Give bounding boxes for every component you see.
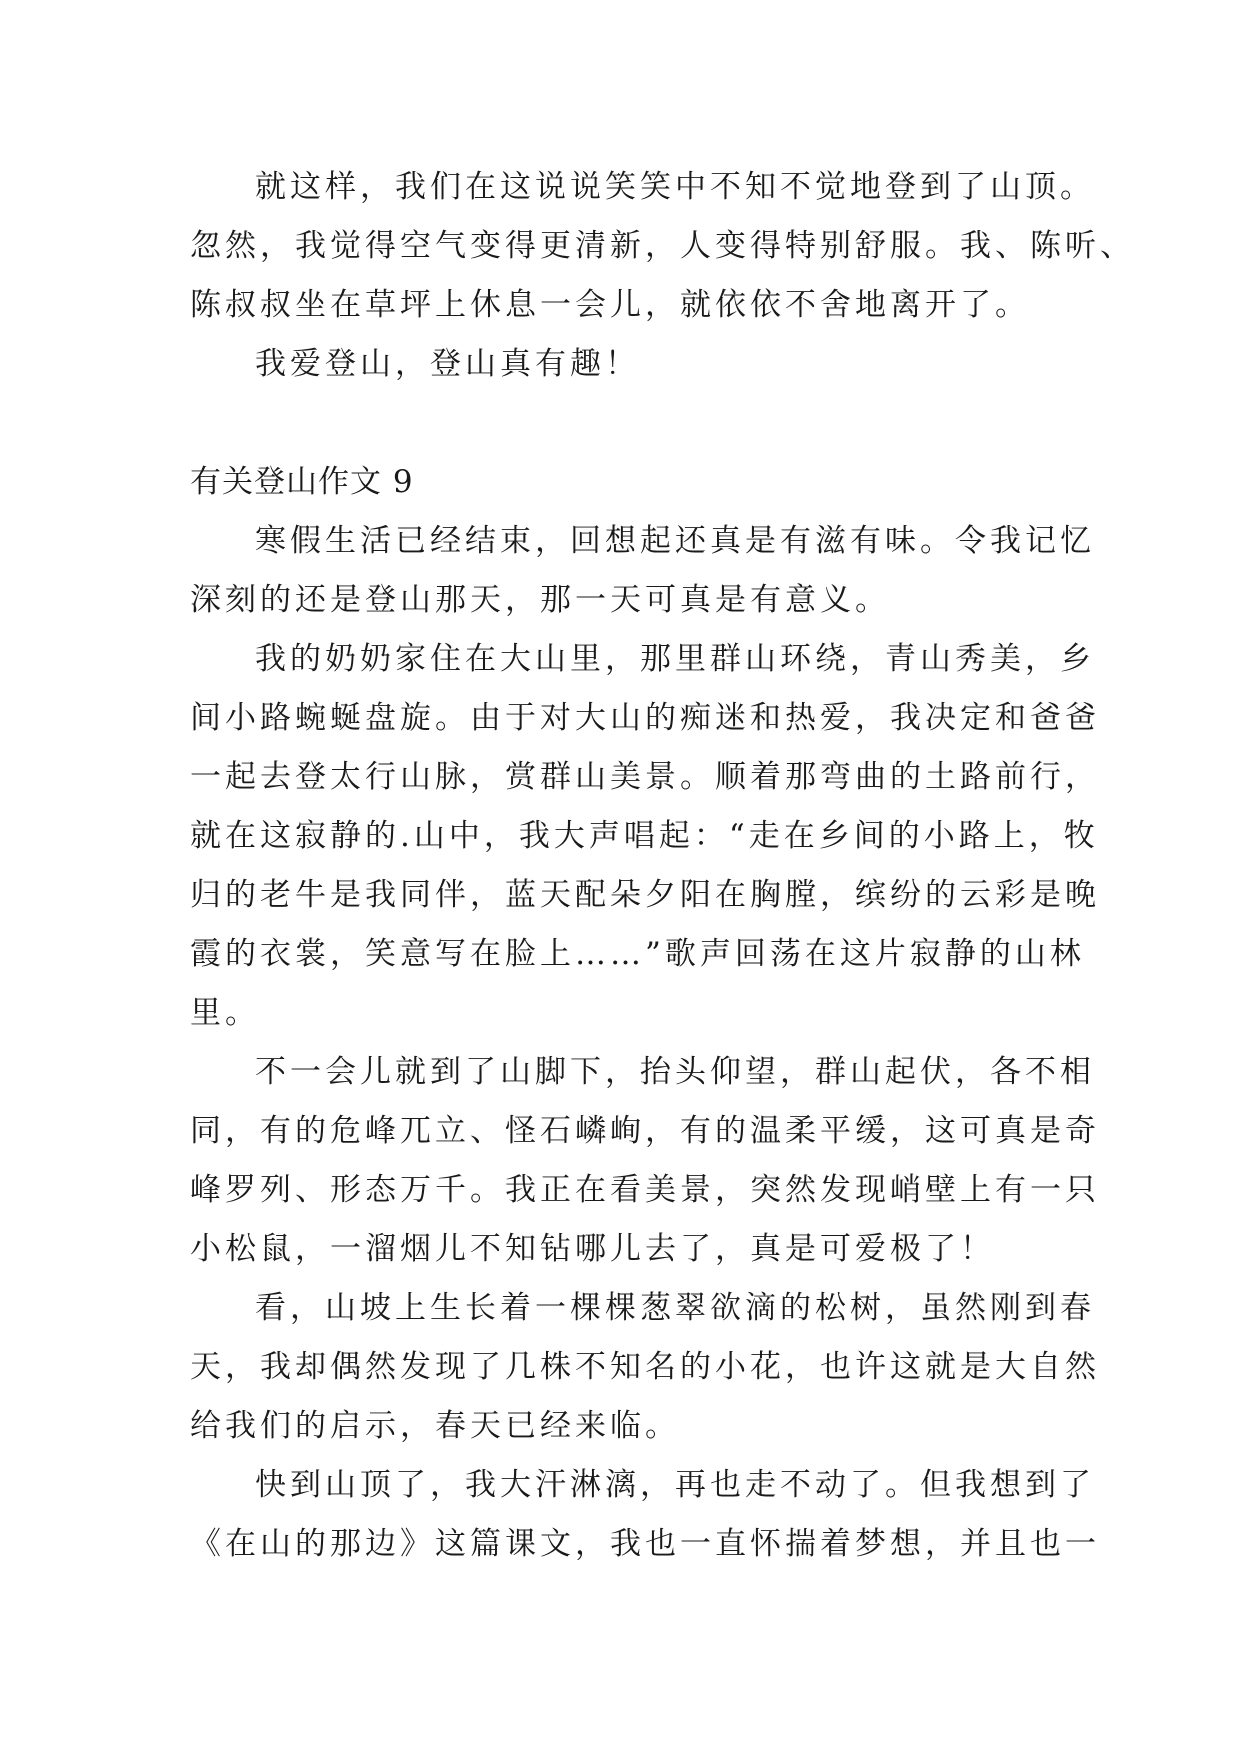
paragraph-line: 《在山的那边》这篇课文，我也一直怀揣着梦想，并且也一 [190, 1526, 1100, 1562]
paragraph-line: 就这样，我们在这说说笑笑中不知不觉地登到了山顶。 [255, 169, 1095, 205]
paragraph-line: 天，我却偶然发现了几株不知名的小花，也许这就是大自然 [190, 1349, 1100, 1385]
paragraph-line: 归的老牛是我同伴，蓝天配朵夕阳在胸膛，缤纷的云彩是晚 [190, 877, 1100, 913]
paragraph-line: 霞的衣裳，笑意写在脸上……”歌声回荡在这片寂静的山林 [190, 936, 1085, 972]
paragraph-line: 忽然，我觉得空气变得更清新，人变得特别舒服。我、陈听、 [190, 228, 1135, 264]
paragraph-line: 不一会儿就到了山脚下，抬头仰望，群山起伏，各不相 [255, 1054, 1095, 1090]
paragraph-line: 深刻的还是登山那天，那一天可真是有意义。 [190, 582, 890, 618]
paragraph-line: 里。 [190, 995, 260, 1031]
paragraph-line: 寒假生活已经结束，回想起还真是有滋有味。令我记忆 [255, 523, 1095, 559]
paragraph-line: 就在这寂静的.山中，我大声唱起：“走在乡间的小路上，牧 [190, 818, 1099, 854]
paragraph-line: 小松鼠，一溜烟儿不知钻哪儿去了，真是可爱极了！ [190, 1231, 995, 1267]
paragraph-line: 间小路蜿蜒盘旋。由于对大山的痴迷和热爱，我决定和爸爸 [190, 700, 1100, 736]
paragraph-line: 快到山顶了，我大汗淋漓，再也走不动了。但我想到了 [255, 1467, 1095, 1503]
paragraph-line: 我爱登山，登山真有趣！ [255, 346, 640, 382]
paragraph-line: 给我们的启示，春天已经来临。 [190, 1408, 680, 1444]
paragraph-line: 看，山坡上生长着一棵棵葱翠欲滴的松树，虽然刚到春 [255, 1290, 1095, 1326]
paragraph-line: 我的奶奶家住在大山里，那里群山环绕，青山秀美，乡 [255, 641, 1095, 677]
section-heading: 有关登山作文 9 [190, 464, 414, 500]
paragraph-line: 陈叔叔坐在草坪上休息一会儿，就依依不舍地离开了。 [190, 287, 1030, 323]
paragraph-line: 一起去登太行山脉，赏群山美景。顺着那弯曲的土路前行， [190, 759, 1100, 795]
paragraph-line: 峰罗列、形态万千。我正在看美景，突然发现峭壁上有一只 [190, 1172, 1100, 1208]
paragraph-line: 同，有的危峰兀立、怪石嶙峋，有的温柔平缓，这可真是奇 [190, 1113, 1100, 1149]
